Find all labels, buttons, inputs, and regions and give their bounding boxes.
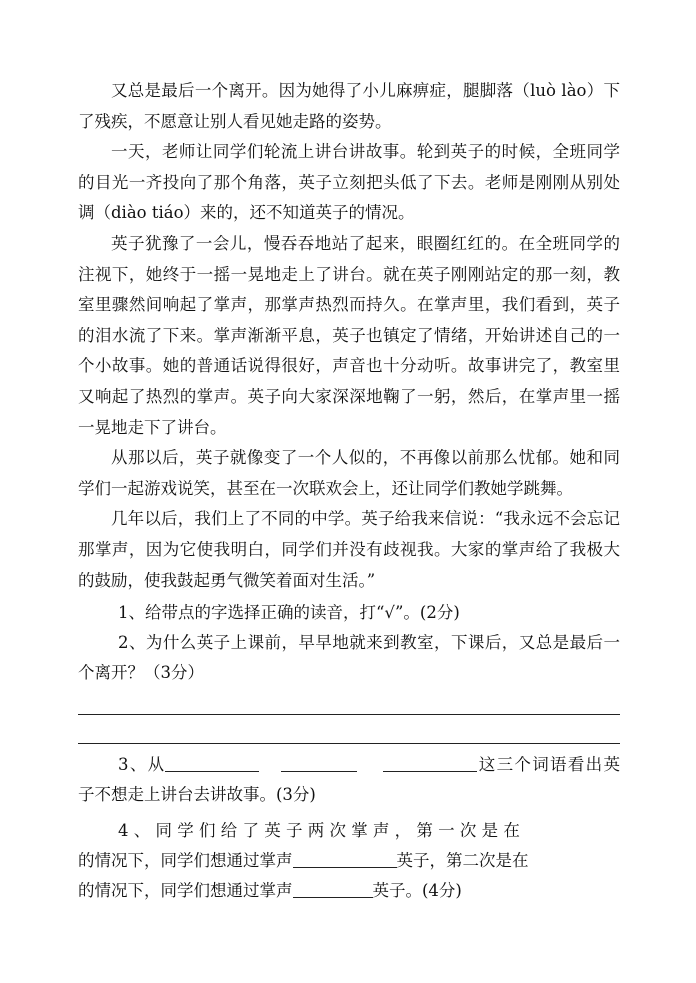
question-4-part-2: 的情况下，同学们想通过掌声 <box>78 851 293 871</box>
answer-blank-4a[interactable] <box>293 851 397 868</box>
passage-paragraph-3: 英子犹豫了一会儿，慢吞吞地站了起来，眼圈红红的。在全班同学的注视下，她终于一摇一晃地走上了讲台。就在英子刚刚站定的那一刻，教室里骤然间响起了掌声，那掌声热烈而持久。在掌声里，我们看到，英子的泪水流了下来。掌声渐渐平息，英子也镇定了情绪，开始讲述自己的一个小故事。她的普通话说得很好，声音也十分动听。故事讲完了，教室里又响起了热烈的掌声。英子向大家深深地鞠了一躬，然后，在掌声里一摇一晃地走下了讲台。 <box>78 233 620 437</box>
passage-paragraph-2: 一天，老师让同学们轮流上讲台讲故事。轮到英子的时候，全班同学的目光一齐投向了那个角落，英子立刻把头低了下去。老师是刚刚从别处调（diào tiáo）来的，还不知道英子的情况。 <box>78 142 620 223</box>
passage-paragraph-1: 又总是最后一个离开。因为她得了小儿麻痹症，腿脚落（luò lào）下了残疾，不愿意让别人看见她走路的姿势。 <box>78 81 620 131</box>
question-4 <box>78 816 620 906</box>
question-3-prefix: 3、从 <box>118 755 166 775</box>
answer-blank-4b[interactable] <box>293 881 373 898</box>
question-4-part-1: 4 、 同 学 们 给 了 英 子 两 次 掌 声 ， 第 一 次 是 在 <box>118 821 520 841</box>
answer-blank-3b[interactable] <box>281 755 357 772</box>
exam-page <box>78 76 620 906</box>
answer-blank-3c[interactable] <box>383 755 477 772</box>
question-1: 1、给带点的字选择正确的读音，打“√”。(2分) <box>118 603 460 623</box>
question-2: 2、为什么英子上课前，早早地就来到教室，下课后，又总是最后一个离开？（3分） <box>78 633 620 683</box>
answer-line-2[interactable] <box>78 743 620 744</box>
passage-paragraph-4: 从那以后，英子就像变了一个人似的，不再像以前那么忧郁。她和同学们一起游戏说笑，甚至在一次联欢会上，还让同学们教她学跳舞。 <box>78 448 620 498</box>
answer-blank-3a[interactable] <box>165 755 259 772</box>
question-4-part-4: 的情况下，同学们想通过掌声 <box>78 881 293 901</box>
answer-line-1[interactable] <box>78 714 620 715</box>
question-3-suffix: 这三个词语看出英子不想走上讲台去讲故事。(3分) <box>78 755 620 805</box>
question-3 <box>78 750 620 810</box>
question-4-part-3: 英子，第二次是在 <box>396 851 529 871</box>
passage-paragraph-5: 几年以后，我们上了不同的中学。英子给我来信说：“我永远不会忘记那掌声，因为它使我明白，同学们并没有歧视我。大家的掌声给了我极大的鼓励，使我鼓起勇气微笑着面对生活。” <box>78 509 620 590</box>
question-4-part-5: 英子。(4分) <box>372 881 462 901</box>
